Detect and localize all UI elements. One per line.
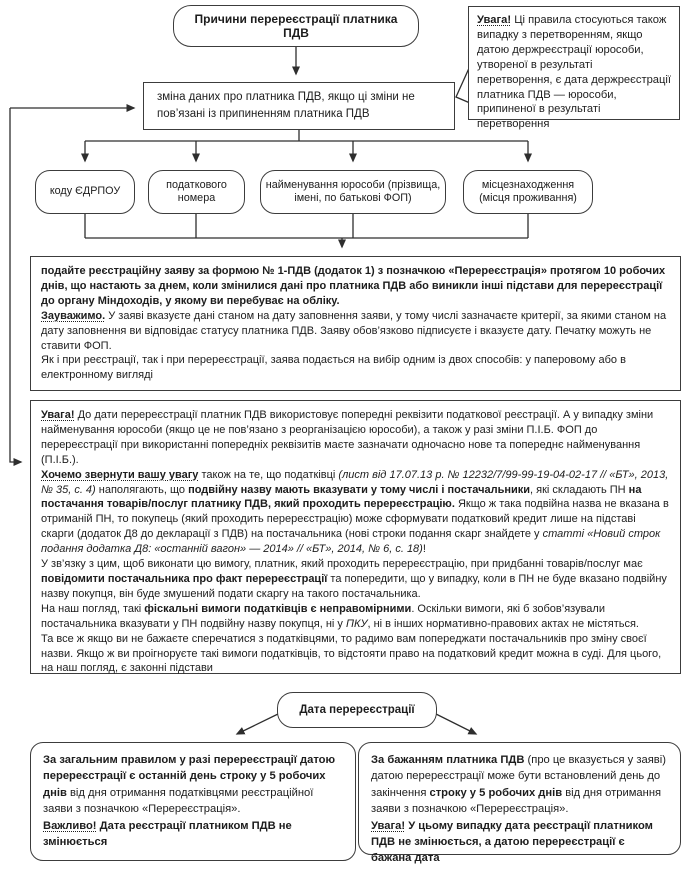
option-legal-name-label: найменування юрособи (прізвища, імені, по батькові ФОП) (265, 178, 441, 204)
procedure-paragraph: подайте реєстраційну заяву за формою № 1-ПДВ (додаток 1) з позначкою «Перереєстрація» протягом 10 робочих днів, що настають за днем, коли змінилися дані про платника ПДВ або виникли інші підстави для перереєстрації до органу Міндоходів, у якому ви перебуває на обліку. (41, 265, 666, 307)
data-change-node (143, 82, 455, 130)
transformation-note-box (468, 6, 680, 131)
date-desired-paragraph: Увага! У цьому випадку дата реєстрації платником ПДВ не змінюється, а датою перереєстрації є бажана дата (371, 819, 653, 865)
procedure-box (30, 256, 681, 391)
option-location-label: місцезнаходження (місця проживання) (479, 178, 577, 204)
reregistration-date-label: Дата перереєстрації (299, 704, 415, 716)
date-desired-paragraph: За бажанням платника ПДВ (про це вказується у заяві) датою перереєстрації може бути встановлений день до закінчення строку у 5 робочих днів від дня отримання заяви з позначкою «Перереєстрація». (371, 754, 666, 816)
warning-box (30, 400, 681, 674)
date-general-rule-box (30, 742, 356, 861)
transformation-note-text: Увага! Ці правила стосуються також випадку з перетворенням, якщо датою держреєстрації юрособи, утвореної в результаті перетворення, є дата держреєстрації платника ПДВ — юрособи, припиненої в результаті перетворення (477, 14, 672, 131)
warning-paragraph: Та все ж якщо ви не бажаєте сперечатися з податківцями, то радимо вам попереджати постачальників про зміну своєї назви. Якщо ж ви проігноруєте такі вимоги податківців, то відстояти право на податковий кредит можна в суді. Для цього, на наш погляд, є законні підстави (41, 632, 662, 675)
title-node (173, 5, 419, 47)
warning-paragraph: Хочемо звернути вашу увагу також на те, що податківці (лист від 17.07.13 р. № 12232/7/99-99-19-04-02-17 // «БТ», 2013, № 35, с. 4) наполягають, що подвійну назву мають вказувати у тому числі і постачальники, які складають ПН на постачання товарів/послуг платнику ПДВ, який проходить перереєстрацію. Якщо ж така подвійна назва не вказана в отриманій ПН, то покупець (який проходить перереєстрацію) може сформувати податковий кредит лише на підставі скарги (додаток Д8 до декларації з ПДВ) на постачальника (нові строки подання скарг знайдете у статті «Новий строк подання додатка Д8: «останній вагон» — 2014» // «БТ», 2014, № 6, с. 18)! (41, 468, 669, 556)
date-general-paragraph: Важливо! Дата реєстрації платником ПДВ не змінюється (43, 819, 292, 849)
warning-paragraph: У зв’язку з цим, щоб виконати цю вимогу, платник, який проходить перереєстрацію, при придбанні товарів/послуг має повідомити постачальника про факт перереєстрації та попередити, що у випадку, коли в ПН не буде вказано подвійну назву покупця, він буде змушений подати скаргу на такого постачальника. (41, 558, 667, 600)
option-tax-number (148, 170, 245, 214)
date-desired-box (358, 742, 681, 865)
data-change-text: зміна даних про платника ПДВ, якщо ці зміни не пов’язані із припиненням платника ПДВ (157, 91, 415, 120)
reregistration-date-node (277, 692, 437, 728)
warning-paragraph: На наш погляд, такі фіскальні вимоги податківців є неправомірними. Оскільки вимоги, які б зобов’язували постачальника вказувати у ПН подвійну назву покупця, ні у ПКУ, ні в інших нормативно-правових актах не містяться. (41, 602, 639, 630)
title-label: Причини перереєстрації платника ПДВ (194, 12, 398, 40)
option-legal-name (260, 170, 446, 214)
option-location (463, 170, 593, 214)
date-general-paragraph: За загальним правилом у разі перереєстрації датою перереєстрації є останній день строку у 5 робочих днів від дня отримання податківцями реєстраційної заяви з позначкою «Перереєстрація». (43, 754, 336, 816)
option-edrpou-code (35, 170, 135, 214)
procedure-paragraph: Як і при реєстрації, так і при перереєстрації, заява подається на вибір одним із двох способів: у паперовому або в електронному вигляді (41, 354, 626, 382)
procedure-paragraph: Зауважимо. У заяві вказуєте дані станом на дату заповнення заяви, у тому числі зазначаєте критерії, за якими станом на дату заповнення ви відповідає статусу платника ПДВ. Заяву обов’язково підписуєте і вказуєте дату. Печатку можуть не ставити ФОП. (41, 309, 667, 352)
warning-paragraph: Увага! До дати перереєстрації платник ПДВ використовує попередні реквізити податкової реєстрації. А у випадку зміни найменування юрособи (якщо це не пов’язано з реорганізацією юрособи), а також у разі зміни П.І.Б. ФОП до перереєстрації при використанні попередніх реквізитів маєте зазначати одночасно нове та попереднє найменування (П.І.Б.). (41, 409, 654, 466)
option-tax-number-label: податкового номера (166, 178, 227, 204)
option-edrpou-label: коду ЄДРПОУ (49, 185, 121, 198)
